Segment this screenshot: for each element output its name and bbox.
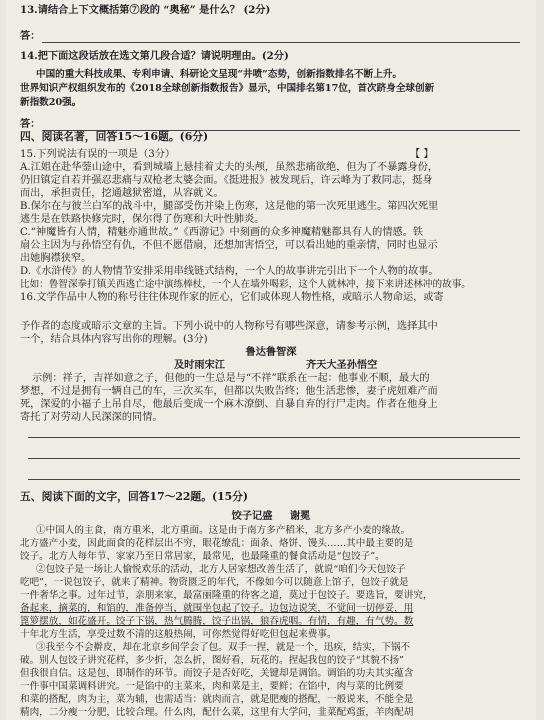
q15-option-c-3: 出她胸襟狭窄。: [20, 253, 92, 264]
q15-option-a-2: 仍旧镇定自若并强忍悲痛与双枪老太婆会面。《挺进报》被发现后，许云峰为了救同志，挺身: [20, 175, 433, 186]
essay-p1-1: ①中国人的主食，南方重米，北方重面。这是由于南方多产稻米，北方多产小麦的缘故。: [36, 525, 411, 536]
essay-p2-3: 一件奢华之事。过年过节，亲朋来家，最富丽隆重的待客之道，莫过于包饺子。要选旨，要讲究，: [20, 590, 433, 601]
essay-p3-6: 精肉，二分瘦一分肥，比较合理。什么肉，配什么菜，这里有大学问，韭菜配鸡蛋，羊肉配胡: [20, 707, 414, 718]
essay-p2-4: 备起来，摘菜的，和馅的，准备停当，就围坐包起了饺子。边包边说笑，不觉间一切停妥，用: [20, 603, 414, 614]
essay-p3-5: 和菜的搭配，肉为主，菜为辅，也需适当：就肉而言，就是肥瘦的搭配，一般说来，不能全是: [20, 694, 414, 705]
essay-p3-1: ③我至今不会擀皮，却在北京乡间学会了包。双手一捏，就是一个，迅疾，结实，下锅不: [36, 642, 411, 653]
exam-page: [6, 0, 536, 720]
q16-answer-line-1[interactable]: [28, 437, 520, 438]
q16-example-2: 梦想，不过是拥有一辆自己的车，三次买车，但都以失败告终；他生活悲惨，妻子虎妞难产而: [20, 386, 438, 397]
q16-name-1: 鲁达鲁智深: [245, 346, 297, 358]
q16-answer-line-2[interactable]: [28, 458, 520, 459]
q16-text-1: 16.文学作品中人物的称号往往体现作家的匠心，它们或体现人物性格，或暗示人物命运，或寄: [20, 292, 444, 303]
q15-option-c-2: 扇公主因为与孙悟空有仇，不但不愿借扇，还想加害悟空，可以看出她的重亲情，同时也显示: [20, 240, 438, 251]
q15-option-a-3: 而出，承担责任，挖通越狱密道，从容就义。: [20, 188, 224, 199]
q16-example-3: 死，深爱的小福子上吊自尽，他最后变成一个麻木潦倒、自暴自弃的行尸走肉。作者在他身上: [20, 399, 438, 410]
essay-p3-2: 破。别人包饺子讲究花样，多少折，怎么折，图好看，玩花的。捏起我包的饺子“其貌不扬”: [20, 655, 404, 666]
q16-name-2: 及时雨宋江: [174, 359, 225, 371]
q15-answer-bracket[interactable]: 【 】: [410, 149, 434, 160]
q14-para-3: 新指数20强。: [20, 97, 82, 108]
q16-name-3: 齐天大圣孙悟空: [306, 359, 378, 371]
essay-p2-5: 篦箩摆放，如花盛开。饺子下锅，热气腾腾，饺子出锅，狼吞虎咽。有情，有趣，有气势。数: [20, 616, 414, 627]
q15-option-a-1: A.江姐在赴华蓥山途中，看到城墙上悬挂着丈夫的头颅，虽然悲痛欲绝，但为了不暴露身份，: [20, 162, 439, 173]
q16-example-1: 示例：祥子，吉祥如意之子，但他的一生总是与“不祥”联系在一起：他事业不顺，最大的: [32, 373, 430, 384]
q14-answer-label: 答：: [20, 118, 41, 130]
essay-p1-3: 饺子。北方人每年节、家家乃至日常居家，最常见，也最隆重的餐食活动是“包饺子”。: [20, 551, 385, 562]
q13-answer-line[interactable]: [42, 42, 520, 43]
essay-title-line: [20, 510, 522, 523]
q14-para-1: 中国的重大科技成果、专利申请、科研论文呈现“井喷”态势，创新指数排名不断上升。: [36, 69, 403, 80]
q15-option-d-1: D.《水浒传》的人物情节安排采用串线链式结构，一个人的故事讲完引出下一个人物的故事。: [20, 266, 439, 277]
essay-p2-6: 十年北方生活，享受过数不清的这般热闹，可你然觉得好吃但包起来费事。: [20, 629, 337, 640]
essay-author: 谢冕: [289, 510, 311, 522]
q15-option-b-1: B.保尔在与彼兰白军的战斗中，腿部受伤并染上伤寒，这是他的第一次死里逃生。第四次死里: [20, 201, 439, 212]
section-4-title: 四、阅读名著，回答15～16题。(6分): [20, 130, 209, 143]
essay-p3-4: 一件事中国菜调料讲究。一是馅中的主菜来，肉和菜是主，要鲜；在馅中，肉与菜的比例要: [20, 681, 404, 692]
q16-text-3: 一个，结合具体内容写出你的理解。(3分): [20, 334, 208, 345]
essay-p2-2: 吃吧”，一说包饺子，就来了精神。物资匮乏的年代，不像如今可以随意上馆子，包饺子就是: [20, 577, 409, 588]
q16-answer-line-3[interactable]: [28, 479, 520, 480]
q13-text: 13.请结合上下文概括第⑦段的 “奥秘” 是什么？ (2分): [20, 4, 271, 16]
q16-example-4: 寄托了对劳动人民深深的同情。: [20, 412, 163, 423]
essay-title: 饺子记盛: [231, 510, 273, 522]
q14-para-2: 世界知识产权组织发布的《2018全球创新指数报告》显示，中国排名第17位，首次跻身全球创新: [20, 83, 435, 94]
q15-stem: 15.下列说法有误的一项是（3分）: [20, 149, 176, 160]
q15-option-c-1: C.“神魔皆有人情，精魅亦通世故。”《西游记》中刻画的众多神魔精魅都具有人的情感。铁: [20, 227, 424, 238]
essay-p2-1: ②包饺子是一场让人愉悦欢乐的活动，北方人居家想改善生活了，就说“咱们今天包饺子: [36, 564, 406, 575]
essay-p1-2: 北方盛产小麦，因此面食的花样层出不穷，眼花缭乱：面条、烙饼、馒头……其中最主要的是: [20, 538, 414, 549]
section-5-title: 五、阅读下面的文字，回答17～22题。(15分): [20, 490, 249, 503]
q15-option-d-2: 比如：鲁智深拳打镇关西逃亡途中演练棒杖，一个人在墙外喝彩，这个人就林冲，接下来讲述林冲的故事。: [20, 279, 471, 290]
essay-p3-3: 但我很自信。这是包，即制作的环节。而饺子是否好吃，关键却是调馅。调馅的功夫其实蕴含: [20, 668, 414, 679]
q13-answer-label: 答：: [20, 30, 41, 42]
q16-text-2: 予作者的态度或暗示文章的主旨。下列小说中的人物称号有哪些深意，请参考示例，选择其中: [20, 321, 438, 332]
q15-text: [20, 148, 522, 161]
q15-option-b-2: 逃生是在铁路快修完时，保尔得了伤寒和大叶性肺炎。: [20, 214, 265, 225]
q14-text: 14.把下面这段话放在选文第几段合适？请说明理由。(2分): [20, 50, 289, 62]
